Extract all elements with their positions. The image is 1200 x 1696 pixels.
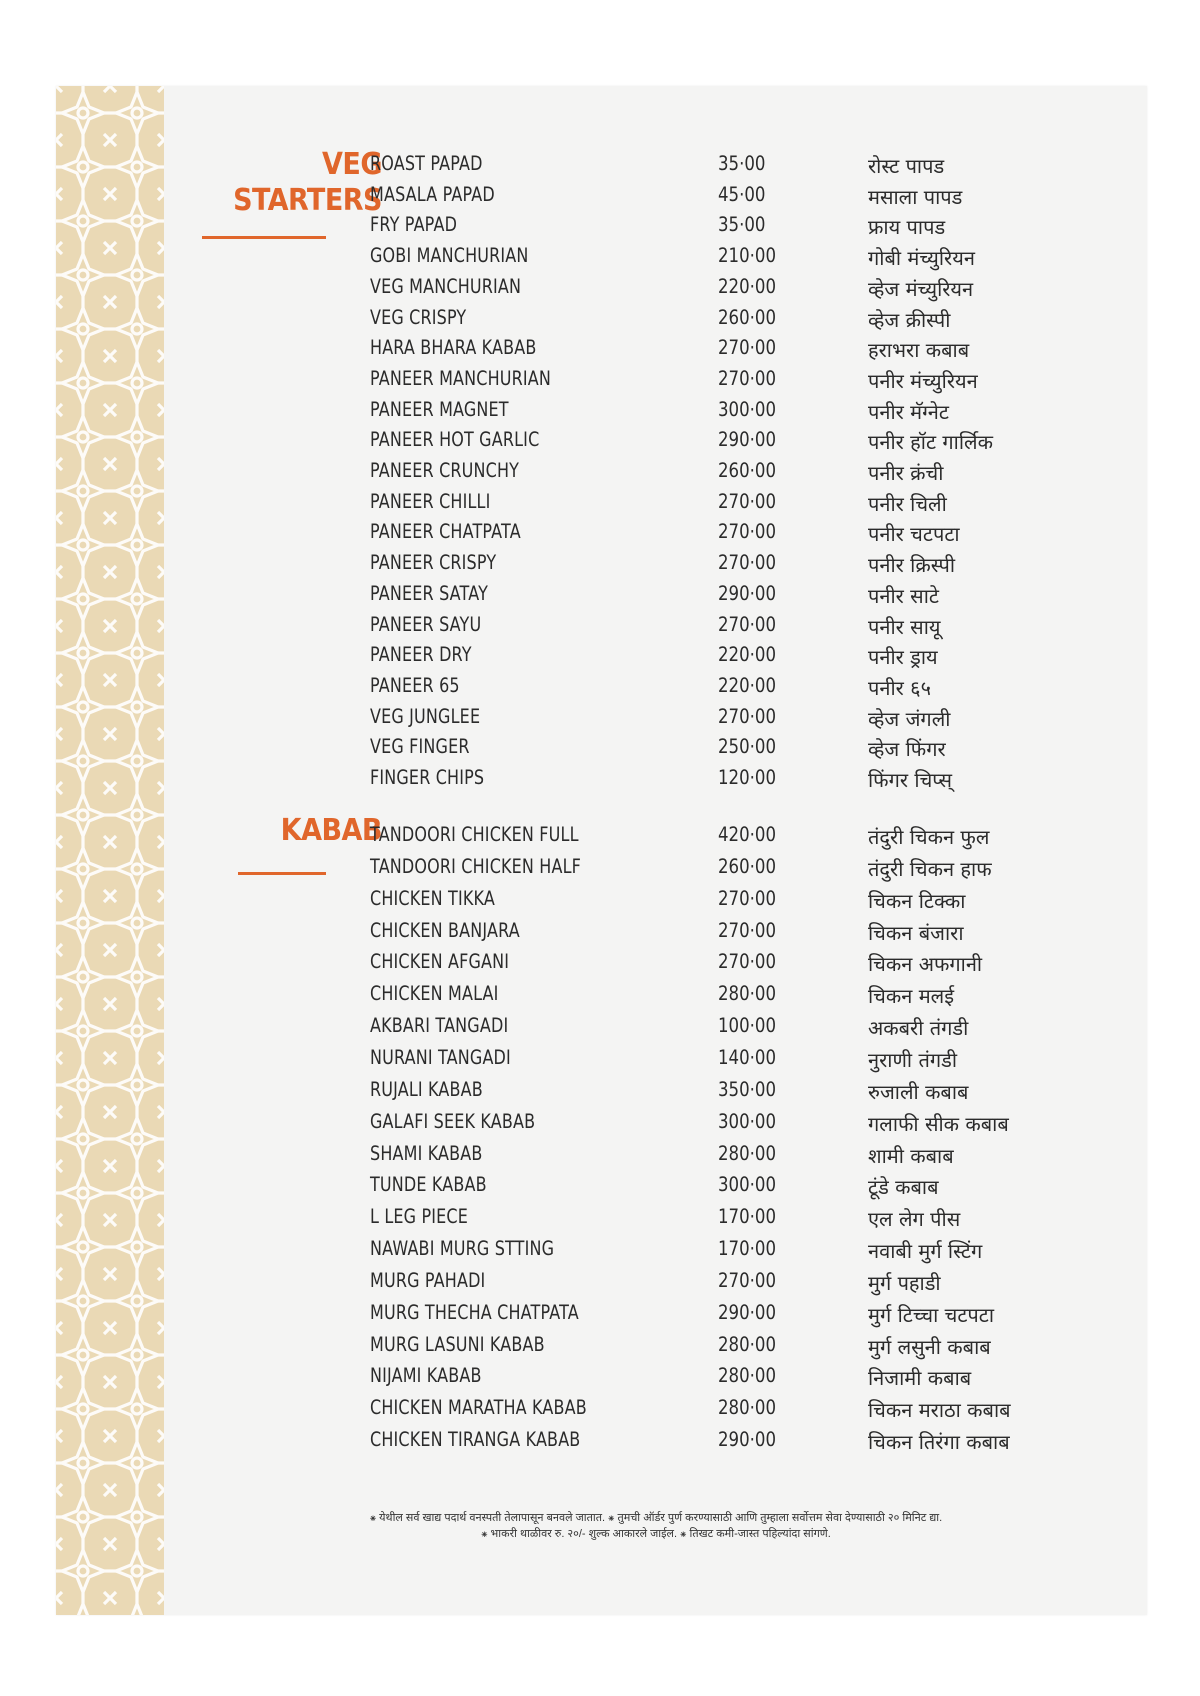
item-name-mr: रुजाली कबाब xyxy=(868,1079,969,1104)
item-name-en: VEG FINGER xyxy=(370,735,470,759)
item-price: 270·00 xyxy=(718,366,776,390)
item-name-mr: पनीर साटे xyxy=(868,583,939,608)
item-name-en: PANEER MAGNET xyxy=(370,397,509,421)
menu-item-row xyxy=(56,705,1147,735)
item-price: 270·00 xyxy=(718,886,776,910)
item-name-en: PANEER CRISPY xyxy=(370,551,497,575)
item-price: 35·00 xyxy=(718,152,766,175)
item-name-mr: नवाबी मुर्ग स्टिंग xyxy=(868,1239,983,1264)
menu-item-row xyxy=(56,1173,1147,1203)
item-name-en: VEG MANCHURIAN xyxy=(370,274,522,298)
item-price: 270·00 xyxy=(718,489,776,513)
item-name-en: MURG PAHADI xyxy=(370,1268,486,1292)
item-name-mr: रोस्ट पापड xyxy=(868,154,945,178)
menu-item-row xyxy=(56,1396,1147,1426)
item-name-en: CHICKEN AFGANI xyxy=(370,950,510,974)
item-name-en: PANEER CHILLI xyxy=(370,489,491,513)
item-name-en: PANEER CRUNCHY xyxy=(370,459,520,482)
menu-item-row xyxy=(56,551,1147,581)
item-name-en: CHICKEN TIKKA xyxy=(370,886,495,910)
item-name-mr: चिकन अफगानी xyxy=(868,952,983,977)
item-name-en: ROAST PAPAD xyxy=(370,152,483,175)
menu-item-row xyxy=(56,1237,1147,1267)
item-price: 270·00 xyxy=(718,1268,776,1292)
item-name-mr: पनीर मॅग्नेट xyxy=(868,399,949,424)
item-price: 290·00 xyxy=(718,581,776,605)
item-price: 280·00 xyxy=(718,1396,776,1420)
menu-item-row xyxy=(56,919,1147,949)
item-price: 260·00 xyxy=(718,305,776,329)
menu-item-row xyxy=(56,1078,1147,1108)
item-name-mr: पनीर क्रिस्पी xyxy=(868,553,956,578)
item-name-en: PANEER SATAY xyxy=(370,581,489,605)
item-name-en: MASALA PAPAD xyxy=(370,182,495,206)
footer-notes xyxy=(206,1510,1106,1542)
menu-item-row xyxy=(56,950,1147,980)
item-name-en: CHICKEN MALAI xyxy=(370,982,499,1006)
item-name-mr: पनीर ड्राय xyxy=(868,645,938,670)
item-price: 300·00 xyxy=(718,1109,776,1133)
menu-item-row xyxy=(56,275,1147,305)
menu-item-row xyxy=(56,1301,1147,1331)
menu-item-row xyxy=(56,643,1147,673)
menu-item-row xyxy=(56,306,1147,336)
item-price: 120·00 xyxy=(718,766,776,789)
item-name-en: RUJALI KABAB xyxy=(370,1077,483,1101)
menu-item-row xyxy=(56,766,1147,796)
item-price: 350·00 xyxy=(718,1077,776,1101)
item-price: 100·00 xyxy=(718,1014,776,1038)
section-title-line1: KABAB xyxy=(280,813,382,848)
item-name-mr: निजामी कबाब xyxy=(868,1366,972,1391)
item-name-en: MURG LASUNI KABAB xyxy=(370,1332,545,1356)
menu-item-row xyxy=(56,887,1147,917)
item-name-en: TUNDE KABAB xyxy=(370,1173,487,1197)
item-price: 210·00 xyxy=(718,244,776,268)
item-price: 35·00 xyxy=(718,213,766,237)
item-price: 290·00 xyxy=(718,1428,776,1452)
menu-item-row xyxy=(56,1014,1147,1044)
item-price: 220·00 xyxy=(718,643,776,667)
item-price: 45·00 xyxy=(718,182,766,206)
menu-page xyxy=(56,86,1147,1615)
menu-item-row xyxy=(56,183,1147,213)
item-price: 280·00 xyxy=(718,982,776,1006)
menu-item-row xyxy=(56,1110,1147,1140)
item-name-mr: मुर्ग पहाडी xyxy=(868,1270,941,1295)
menu-item-row xyxy=(56,613,1147,643)
item-name-en: MURG THECHA CHATPATA xyxy=(370,1300,579,1324)
item-name-en: GALAFI SEEK KABAB xyxy=(370,1109,536,1133)
item-name-mr: शामी कबाब xyxy=(868,1143,954,1168)
item-price: 280·00 xyxy=(718,1332,776,1356)
item-name-en: VEG JUNGLEE xyxy=(370,704,481,728)
footer-note-line1: ⁕ येथील सर्व खाद्य पदार्थ वनस्पती तेलापासून बनवले जातात. ⁕ तुमची ऑर्डर पुर्ण करण्यासाठी आणि तुम्हाला सर्वोत्तम सेवा देण्यासाठी २० मिनिट द्या. xyxy=(369,1512,943,1524)
item-name-mr: टूंडे कबाब xyxy=(868,1175,939,1200)
item-name-mr: पनीर चटपटा xyxy=(868,522,960,547)
item-name-mr: पनीर चिली xyxy=(868,491,947,516)
menu-item-row xyxy=(56,1269,1147,1299)
item-name-en: CHICKEN MARATHA KABAB xyxy=(370,1396,587,1420)
item-price: 280·00 xyxy=(718,1364,776,1388)
menu-item-row xyxy=(56,428,1147,458)
item-price: 300·00 xyxy=(718,397,776,421)
item-name-mr: तंदुरी चिकन हाफ xyxy=(868,856,992,881)
item-name-mr: व्हेज फिंगर xyxy=(868,737,946,762)
item-price: 270·00 xyxy=(718,918,776,942)
item-name-mr: चिकन तिरंगा कबाब xyxy=(868,1430,1010,1455)
item-name-en: TANDOORI CHICKEN FULL xyxy=(370,823,579,846)
item-name-en: CHICKEN BANJARA xyxy=(370,918,520,942)
item-name-mr: अकबरी तंगडी xyxy=(868,1016,969,1041)
item-name-mr: गलाफी सीक कबाब xyxy=(868,1111,1009,1136)
item-name-en: PANEER CHATPATA xyxy=(370,520,521,544)
menu-item-row xyxy=(56,1364,1147,1394)
menu-item-row xyxy=(56,367,1147,397)
item-name-mr: पनीर हॉट गार्लिक xyxy=(868,430,993,455)
menu-item-row xyxy=(56,735,1147,765)
section-title-line1: VEG xyxy=(322,147,382,182)
item-name-mr: व्हेज मंच्युरियन xyxy=(868,276,974,301)
section-title-line2: STARTERS xyxy=(233,183,382,218)
item-name-mr: मसाला पापड xyxy=(868,184,963,209)
item-name-en: PANEER MANCHURIAN xyxy=(370,366,552,390)
menu-item-row xyxy=(56,823,1147,853)
item-name-en: TANDOORI CHICKEN HALF xyxy=(370,854,582,878)
item-name-mr: चिकन बंजारा xyxy=(868,920,964,945)
item-name-mr: चिकन टिक्का xyxy=(868,888,966,913)
item-name-en: PANEER 65 xyxy=(370,673,460,697)
menu-item-row xyxy=(56,674,1147,704)
menu-item-row xyxy=(56,398,1147,428)
menu-item-row xyxy=(56,1205,1147,1235)
item-name-mr: पनीर मंच्युरियन xyxy=(868,368,978,393)
item-price: 300·00 xyxy=(718,1173,776,1197)
menu-item-row xyxy=(56,520,1147,550)
menu-item-row xyxy=(56,490,1147,520)
item-name-mr: हराभरा कबाब xyxy=(868,338,970,363)
item-price: 270·00 xyxy=(718,704,776,728)
item-price: 220·00 xyxy=(718,673,776,697)
item-name-en: NURANI TANGADI xyxy=(370,1045,511,1069)
item-name-mr: नुराणी तंगडी xyxy=(868,1047,957,1072)
item-name-en: PANEER DRY xyxy=(370,643,472,667)
menu-item-row xyxy=(56,1333,1147,1363)
item-name-en: CHICKEN TIRANGA KABAB xyxy=(370,1428,581,1452)
item-price: 140·00 xyxy=(718,1045,776,1069)
item-name-en: HARA BHARA KABAB xyxy=(370,336,537,360)
item-name-mr: एल लेग पीस xyxy=(868,1207,961,1232)
item-price: 290·00 xyxy=(718,1300,776,1324)
menu-item-row xyxy=(56,213,1147,243)
item-price: 270·00 xyxy=(718,551,776,575)
item-name-mr: पनीर ६५ xyxy=(868,675,931,700)
footer-note-line2: ⁕ भाकरी थाळीवर रु. २०/- शुल्क आकारले जाईल. ⁕ तिखट कमी-जास्त पहिल्यांदा सांगणे. xyxy=(481,1528,831,1540)
item-name-mr: फ्राय पापड xyxy=(868,215,946,240)
menu-item-row xyxy=(56,855,1147,885)
item-price: 270·00 xyxy=(718,520,776,544)
menu-item-row xyxy=(56,1142,1147,1172)
item-price: 270·00 xyxy=(718,336,776,360)
menu-item-row xyxy=(56,982,1147,1012)
item-name-mr: चिकन मराठा कबाब xyxy=(868,1398,1011,1423)
item-price: 170·00 xyxy=(718,1205,776,1229)
item-name-mr: फिंगर चिप्स् xyxy=(868,768,953,792)
item-name-mr: पनीर क्रंची xyxy=(868,461,944,485)
menu-item-row xyxy=(56,336,1147,366)
item-name-en: SHAMI KABAB xyxy=(370,1141,483,1165)
item-name-mr: मुर्ग टिच्चा चटपटा xyxy=(868,1302,995,1327)
item-name-en: AKBARI TANGADI xyxy=(370,1014,509,1038)
item-name-mr: मुर्ग लसुनी कबाब xyxy=(868,1334,991,1359)
item-price: 170·00 xyxy=(718,1237,776,1261)
item-price: 220·00 xyxy=(718,274,776,298)
item-price: 290·00 xyxy=(718,428,776,452)
item-price: 260·00 xyxy=(718,459,776,482)
menu-item-row xyxy=(56,244,1147,274)
item-price: 280·00 xyxy=(718,1141,776,1165)
menu-item-row xyxy=(56,459,1147,489)
item-name-mr: तंदुरी चिकन फुल xyxy=(868,825,990,849)
item-price: 420·00 xyxy=(718,823,776,846)
item-name-mr: व्हेज जंगली xyxy=(868,706,951,731)
item-name-en: PANEER SAYU xyxy=(370,612,482,636)
menu-item-row xyxy=(56,1046,1147,1076)
menu-item-row xyxy=(56,152,1147,182)
item-name-en: L LEG PIECE xyxy=(370,1205,469,1229)
item-price: 250·00 xyxy=(718,735,776,759)
item-price: 260·00 xyxy=(718,854,776,878)
item-name-en: NIJAMI KABAB xyxy=(370,1364,482,1388)
menu-item-row xyxy=(56,582,1147,612)
item-name-en: PANEER HOT GARLIC xyxy=(370,428,540,452)
item-name-en: GOBI MANCHURIAN xyxy=(370,244,529,268)
menu-item-row xyxy=(56,1428,1147,1458)
item-name-mr: गोबी मंच्युरियन xyxy=(868,246,975,271)
item-price: 270·00 xyxy=(718,950,776,974)
item-name-mr: चिकन मलई xyxy=(868,984,955,1009)
item-name-en: FINGER CHIPS xyxy=(370,766,485,789)
item-name-en: NAWABI MURG STTING xyxy=(370,1237,555,1261)
item-name-mr: पनीर सायू xyxy=(868,614,941,639)
item-price: 270·00 xyxy=(718,612,776,636)
item-name-en: FRY PAPAD xyxy=(370,213,458,237)
item-name-mr: व्हेज क्रीस्पी xyxy=(868,307,951,332)
item-name-en: VEG CRISPY xyxy=(370,305,467,329)
